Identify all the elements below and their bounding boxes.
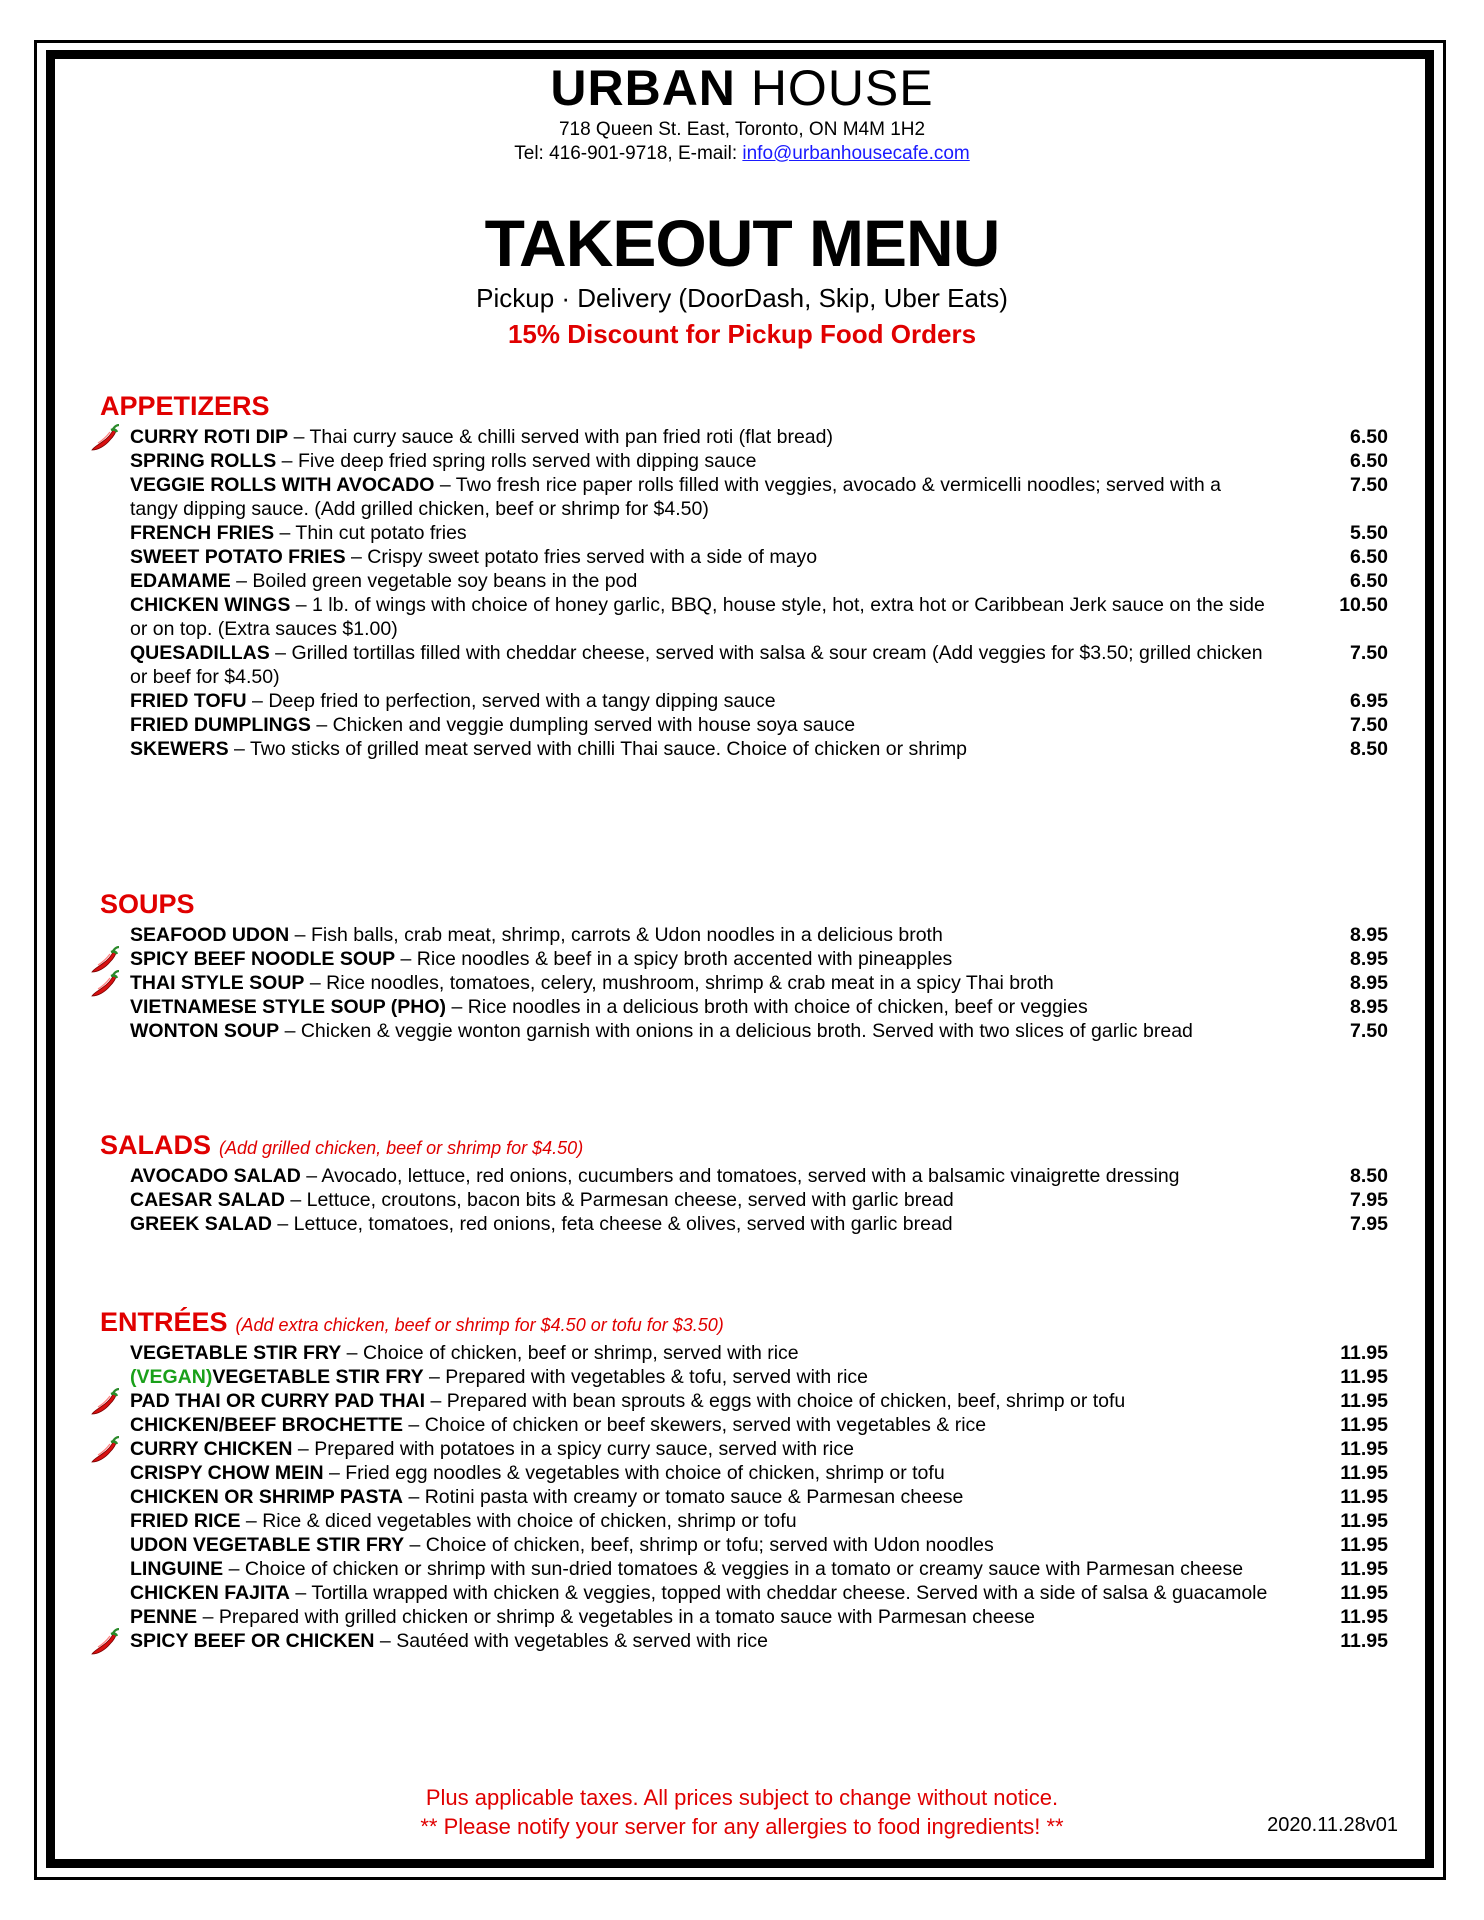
item-price: 11.95 [1340,1510,1388,1532]
item-price: 7.50 [1350,474,1388,496]
item-name: SPICY BEEF NOODLE SOUP [130,948,396,970]
item-description: – Thin cut potato fries [274,522,467,544]
item-text [130,593,1270,641]
item-description: – Rice & diced vegetables with choice of chicken, shrimp or tofu [240,1510,797,1532]
item-text [130,1557,1270,1581]
menu-item [100,1629,1410,1653]
item-price: 11.95 [1340,1534,1388,1556]
item-text [130,1389,1270,1413]
item-description: – Avocado, lettuce, red onions, cucumbers and tomatoes, served with a balsamic vinaigrette dressing [300,1165,1180,1187]
item-description: – Choice of chicken or shrimp with sun-dried tomatoes & veggies in a tomato or creamy sauce with Parmesan cheese [223,1558,1244,1580]
item-price: 11.95 [1340,1462,1388,1484]
section-title: ENTRÉES [100,1307,228,1337]
address: 718 Queen St. East, Toronto, ON M4M 1H2 [558,119,926,140]
item-text [130,1629,1270,1653]
item-price: 11.95 [1340,1582,1388,1604]
item-description: – Prepared with vegetables & tofu, served with rice [423,1366,869,1388]
contact-prefix: Tel: 416-901-9718, E-mail: [514,143,743,164]
item-price: 8.50 [1350,738,1388,760]
footer-allergy-note: ** Please notify your server for any allergies to food ingredients! ** [420,1814,1064,1839]
item-text [130,1341,1270,1365]
item-name: QUESADILLAS [130,642,270,664]
item-name: FRIED TOFU [130,690,247,712]
section-soups [100,887,1410,1043]
section-title: SOUPS [100,889,195,919]
menu-item [100,689,1410,713]
item-description: – Chicken & veggie wonton garnish with onions in a delicious broth. Served with two slices of garlic bread [279,1020,1193,1042]
version-stamp: 2020.11.28v01 [1267,1814,1398,1836]
item-name: VEGETABLE STIR FRY [130,1342,342,1364]
item-name: PENNE [130,1606,198,1628]
item-price: 8.50 [1350,1165,1388,1187]
item-price: 11.95 [1340,1558,1388,1580]
item-price: 7.95 [1350,1189,1388,1211]
item-name: SEAFOOD UDON [130,924,290,946]
item-description: – Tortilla wrapped with chicken & veggies, topped with cheddar cheese. Served with a side of salsa & guacamole [289,1582,1268,1604]
section-note: (Add grilled chicken, beef or shrimp for $4.50) [219,1138,584,1158]
menu-item [100,1605,1410,1629]
item-description: – Thai curry sauce & chilli served with pan fried roti (flat bread) [288,426,833,448]
item-text [130,1365,1270,1389]
item-name: CAESAR SALAD [130,1189,285,1211]
menu-item [100,947,1410,971]
section-heading [100,1305,1410,1341]
item-text [130,1413,1270,1437]
menu-item [100,569,1410,593]
item-price: 8.95 [1350,972,1388,994]
item-description: – Boiled green vegetable soy beans in the pod [230,570,638,592]
section-title: APPETIZERS [100,391,270,421]
item-price: 6.95 [1350,690,1388,712]
menu-item [100,593,1410,641]
menu-item [100,713,1410,737]
item-text [130,971,1270,995]
item-name: VIETNAMESE STYLE SOUP (PHO) [130,996,447,1018]
item-name: FRIED DUMPLINGS [130,714,311,736]
menu-item [100,1533,1410,1557]
item-text [130,947,1270,971]
menu-item [100,1509,1410,1533]
item-price: 8.95 [1350,996,1388,1018]
item-description: – Rice noodles, tomatoes, celery, mushroom, shrimp & crab meat in a spicy Thai broth [304,972,1054,994]
item-description: – Prepared with grilled chicken or shrimp & vegetables in a tomato sauce with Parmesan cheese [197,1606,1036,1628]
menu-item [100,923,1410,947]
section-note: (Add extra chicken, beef or shrimp for $4.50 or tofu for $3.50) [235,1315,724,1335]
menu-item [100,1461,1410,1485]
section-heading [100,887,1410,923]
item-name: CURRY CHICKEN [130,1438,293,1460]
item-name: GREEK SALAD [130,1213,272,1235]
logo [0,58,1484,118]
chili-pepper-icon [90,1628,120,1656]
item-name: AVOCADO SALAD [130,1165,301,1187]
menu-item [100,971,1410,995]
item-price: 8.95 [1350,924,1388,946]
item-text [130,1212,1270,1236]
item-name: CHICKEN/BEEF BROCHETTE [130,1414,404,1436]
item-name: THAI STYLE SOUP [130,972,305,994]
item-description: – Prepared with potatoes in a spicy curry sauce, served with rice [292,1438,854,1460]
item-name: VEGETABLE STIR FRY [212,1366,424,1388]
item-description: – Chicken and veggie dumpling served with house soya sauce [310,714,856,736]
item-price: 5.50 [1350,522,1388,544]
item-name: SWEET POTATO FRIES [130,546,346,568]
item-name: PAD THAI OR CURRY PAD THAI [130,1390,426,1412]
item-price: 11.95 [1340,1486,1388,1508]
section-salads [100,1128,1410,1236]
logo-light: HOUSE [735,60,934,116]
item-price: 11.95 [1340,1438,1388,1460]
subtitle: Pickup · Delivery (DoorDash, Skip, Uber Eats) [476,283,1008,313]
item-text [130,713,1270,737]
menu-item [100,473,1410,521]
item-price: 6.50 [1350,546,1388,568]
menu-item [100,1019,1410,1043]
item-price: 11.95 [1340,1630,1388,1652]
menu-item [100,425,1410,449]
item-description: – Choice of chicken, beef or shrimp, served with rice [341,1342,799,1364]
email-link[interactable]: info@urbanhousecafe.com [742,143,970,164]
logo-bold: URBAN [550,60,736,116]
menu-item [100,545,1410,569]
section-heading [100,1128,1410,1164]
menu-item [100,449,1410,473]
item-price: 7.50 [1350,714,1388,736]
menu-item [100,737,1410,761]
section-entrees [100,1305,1410,1653]
item-name: SPICY BEEF OR CHICKEN [130,1630,375,1652]
item-text [130,1605,1270,1629]
item-text [130,1188,1270,1212]
item-description: – Deep fried to perfection, served with a tangy dipping sauce [246,690,776,712]
item-description: – Sautéed with vegetables & served with rice [374,1630,768,1652]
item-price: 11.95 [1340,1414,1388,1436]
item-name: CHICKEN FAJITA [130,1582,290,1604]
item-description: – Lettuce, croutons, bacon bits & Parmesan cheese, served with garlic bread [284,1189,954,1211]
item-text [130,689,1270,713]
menu-item [100,641,1410,689]
menu-item [100,1164,1410,1188]
item-name: CHICKEN WINGS [130,594,291,616]
item-description: – Fried egg noodles & vegetables with choice of chicken, shrimp or tofu [323,1462,945,1484]
item-text [130,1164,1270,1188]
item-price: 7.50 [1350,1020,1388,1042]
menu-item [100,1437,1410,1461]
item-description: – Fish balls, crab meat, shrimp, carrots & Udon noodles in a delicious broth [289,924,943,946]
item-description: – Two sticks of grilled meat served with chilli Thai sauce. Choice of chicken or shrimp [228,738,968,760]
menu-item [100,1365,1410,1389]
header [0,58,1484,166]
item-price: 11.95 [1340,1390,1388,1412]
chili-pepper-icon [90,1436,120,1464]
item-text [130,1509,1270,1533]
menu-item [100,521,1410,545]
item-description: – Prepared with bean sprouts & eggs with choice of chicken, beef, shrimp or tofu [425,1390,1126,1412]
menu-item [100,1557,1410,1581]
item-description: – Choice of chicken, beef, shrimp or tofu; served with Udon noodles [404,1534,994,1556]
item-price: 10.50 [1339,594,1388,616]
item-text [130,1019,1270,1043]
item-description: – Two fresh rice paper rolls filled with veggies, avocado & vermicelli noodles; served with a tangy dipping sauce. (Add grilled chicken, beef or shrimp for $4.50) [130,474,1221,520]
item-description: – Rice noodles in a delicious broth with choice of chicken, beef or veggies [446,996,1088,1018]
section-appetizers [100,389,1410,761]
item-price: 6.50 [1350,570,1388,592]
item-description: – Choice of chicken or beef skewers, served with vegetables & rice [403,1414,987,1436]
item-name: CHICKEN OR SHRIMP PASTA [130,1486,404,1508]
item-description: – Grilled tortillas filled with cheddar cheese, served with salsa & sour cream (Add veggies for $3.50; grilled chicken or beef for $4.50) [130,642,1263,688]
item-text [130,923,1270,947]
menu-item [100,1341,1410,1365]
chili-pepper-icon [90,970,120,998]
item-text [130,473,1270,521]
item-description: – Lettuce, tomatoes, red onions, feta cheese & olives, served with garlic bread [271,1213,953,1235]
vegan-tag: (VEGAN) [130,1366,213,1388]
chili-pepper-icon [90,424,120,452]
item-name: FRIED RICE [130,1510,241,1532]
item-text [130,545,1270,569]
item-description: – Crispy sweet potato fries served with a side of mayo [345,546,818,568]
menu-item [100,1413,1410,1437]
discount-banner: 15% Discount for Pickup Food Orders [507,319,977,349]
item-text [130,1485,1270,1509]
item-price: 11.95 [1340,1366,1388,1388]
item-text [130,1533,1270,1557]
menu-item [100,1212,1410,1236]
item-description: – Rotini pasta with creamy or tomato sauce & Parmesan cheese [403,1486,964,1508]
section-title: SALADS [100,1130,212,1160]
item-text [130,449,1270,473]
item-name: FRENCH FRIES [130,522,275,544]
item-price: 11.95 [1340,1606,1388,1628]
item-price: 11.95 [1340,1342,1388,1364]
item-name: CURRY ROTI DIP [130,426,289,448]
menu-item [100,1581,1410,1605]
menu-item [100,995,1410,1019]
item-name: UDON VEGETABLE STIR FRY [130,1534,405,1556]
item-text [130,521,1270,545]
item-name: LINGUINE [130,1558,224,1580]
item-name: WONTON SOUP [130,1020,280,1042]
item-description: – 1 lb. of wings with choice of honey garlic, BBQ, house style, hot, extra hot or Caribbean Jerk sauce on the side or on top. (Extra sauces $1.00) [130,594,1265,640]
menu-item [100,1389,1410,1413]
footer-taxes-note: Plus applicable taxes. All prices subject to change without notice. [425,1785,1059,1810]
section-heading [100,389,1410,425]
item-description: – Five deep fried spring rolls served with dipping sauce [276,450,757,472]
item-text [130,569,1270,593]
item-price: 7.50 [1350,642,1388,664]
item-name: SPRING ROLLS [130,450,277,472]
item-text [130,1437,1270,1461]
item-name: CRISPY CHOW MEIN [130,1462,324,1484]
menu-item [100,1188,1410,1212]
page-title: TAKEOUT MENU [484,206,1000,280]
item-name: EDAMAME [130,570,231,592]
item-price: 7.95 [1350,1213,1388,1235]
item-text [130,1581,1270,1605]
item-text [130,995,1270,1019]
item-name: SKEWERS [130,738,229,760]
menu-item [100,1485,1410,1509]
item-price: 6.50 [1350,426,1388,448]
item-price: 8.95 [1350,948,1388,970]
contact-line [0,142,1484,166]
item-text [130,737,1270,761]
chili-pepper-icon [90,1388,120,1416]
item-description: – Rice noodles & beef in a spicy broth accented with pineapples [395,948,953,970]
item-text [130,641,1270,689]
item-text [130,1461,1270,1485]
item-name: VEGGIE ROLLS WITH AVOCADO [130,474,435,496]
item-price: 6.50 [1350,450,1388,472]
item-text [130,425,1270,449]
footer [0,1783,1484,1841]
